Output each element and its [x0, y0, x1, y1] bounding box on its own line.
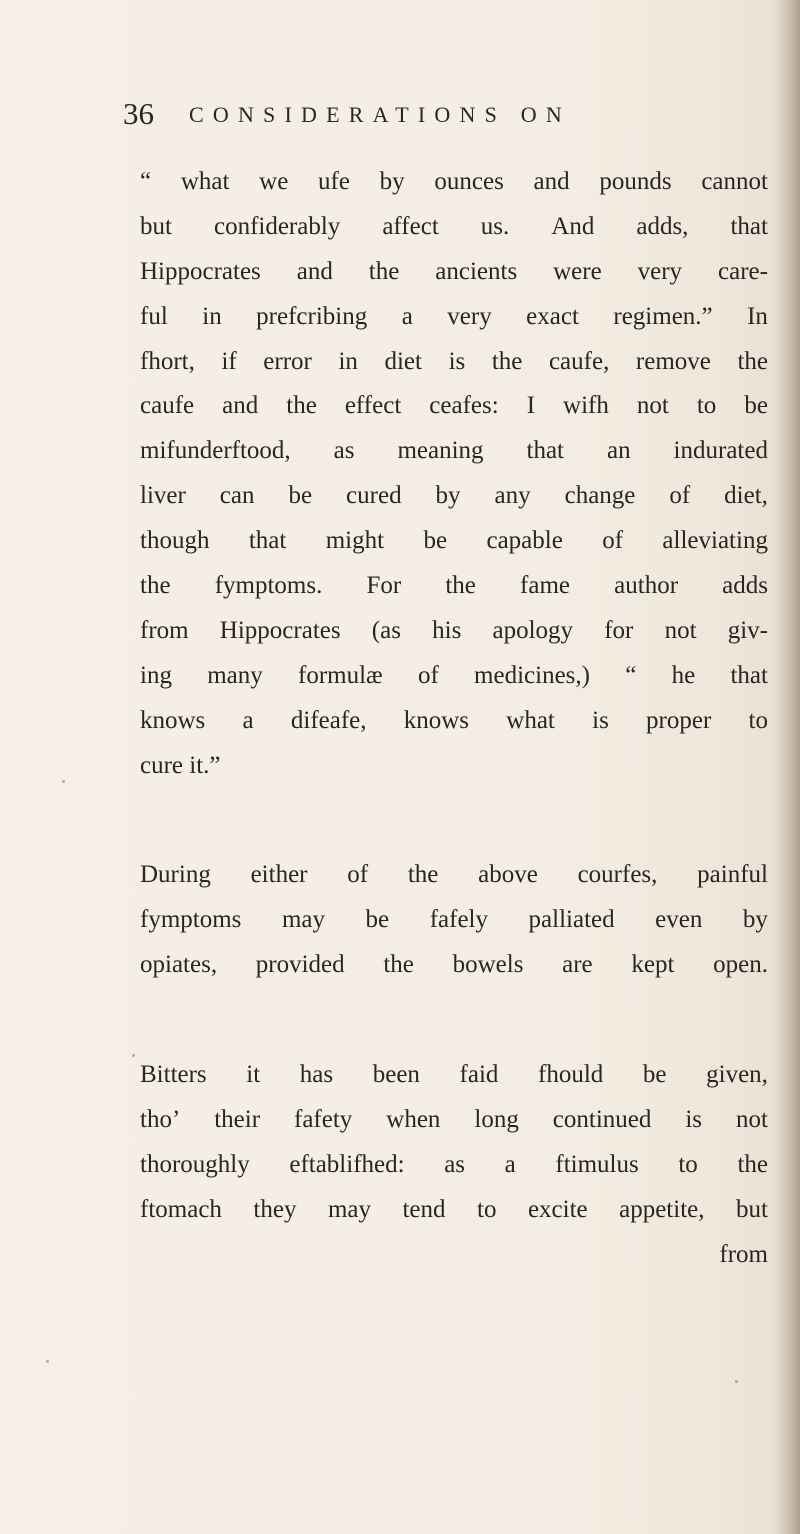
text-line: tho’ their fafety when long continued is not — [140, 1106, 768, 1134]
text-line: Hippocrates and the ancients were very care- — [140, 257, 768, 285]
paragraph-gap — [140, 988, 768, 1053]
paragraph-1 — [140, 160, 768, 788]
text-line: “ what we ufe by ounces and pounds cannot — [140, 168, 768, 195]
text-line: fymptoms may be fafely palliated even by — [140, 906, 768, 934]
text-line: ftomach they may tend to excite appetite, but — [140, 1195, 768, 1223]
text-line: from Hippocrates (as his apology for not giv- — [140, 616, 768, 644]
running-head: CONSIDERATIONS ON — [189, 102, 571, 127]
text-line: ing many formulæ of medicines,) “ he that — [140, 661, 768, 689]
paper-speck — [62, 780, 65, 783]
paragraph-gap — [140, 788, 768, 853]
paragraph-2 — [140, 853, 768, 988]
text-line: opiates, provided the bowels are kept open. — [140, 951, 768, 979]
page-number: 36 — [123, 96, 154, 131]
body-text — [140, 160, 768, 1278]
page-header — [123, 96, 743, 142]
text-line: cure it.” — [140, 751, 221, 779]
text-line: During either of the above courfes, painful — [140, 861, 768, 889]
text-line: caufe and the effect ceafes: I wifh not to be — [140, 392, 768, 420]
text-line: but confiderably affect us. And adds, that — [140, 212, 768, 240]
text-line: though that might be capable of alleviating — [140, 527, 768, 555]
text-line: liver can be cured by any change of diet, — [140, 482, 768, 510]
catchword: from — [719, 1240, 768, 1268]
paper-speck — [735, 1380, 738, 1383]
text-line: ful in prefcribing a very exact regimen.” In — [140, 302, 768, 330]
text-line: thoroughly eftablifhed: as a ftimulus to the — [140, 1150, 768, 1178]
text-line: the fymptoms. For the fame author adds — [140, 572, 768, 600]
text-line: Bitters it has been faid fhould be given, — [140, 1061, 768, 1089]
paper-speck — [46, 1360, 49, 1363]
text-line: mifunderftood, as meaning that an indurated — [140, 437, 768, 465]
text-line: knows a difeafe, knows what is proper to — [140, 706, 768, 734]
paper-speck — [132, 1054, 135, 1057]
text-line: fhort, if error in diet is the caufe, remove the — [140, 347, 768, 375]
page-edge-shadow — [774, 0, 800, 1534]
paragraph-3 — [140, 1053, 768, 1277]
